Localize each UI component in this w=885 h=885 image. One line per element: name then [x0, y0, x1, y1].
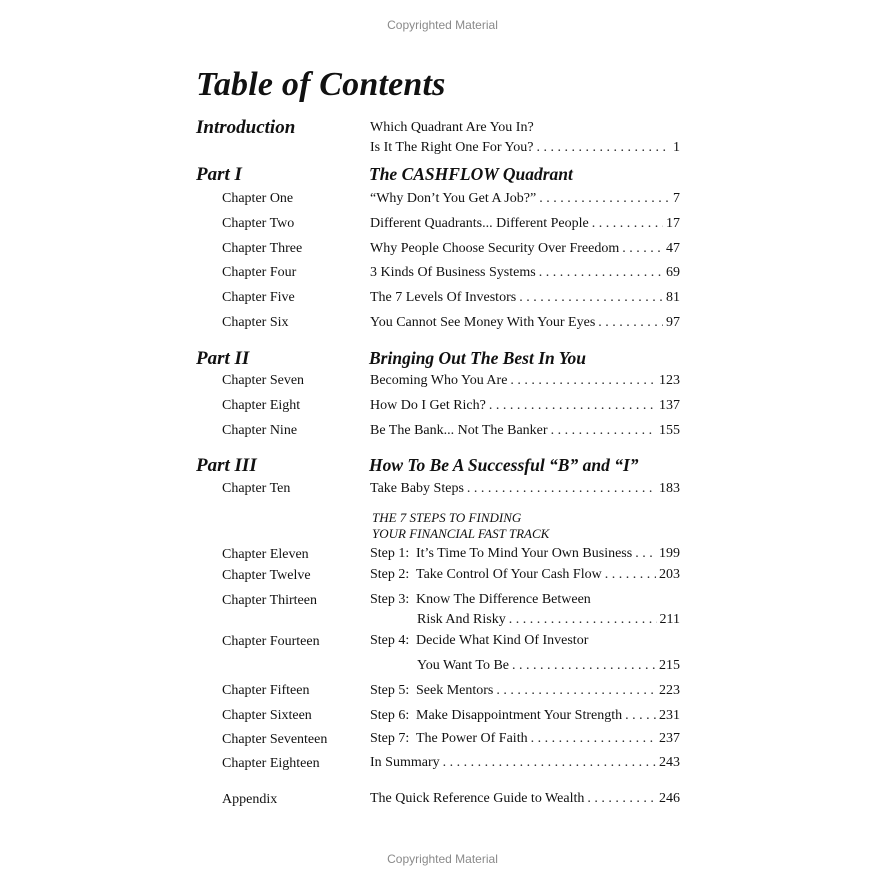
leader-dots [510, 373, 656, 389]
toc-entry[interactable] [370, 546, 680, 562]
page-number: 211 [659, 612, 680, 627]
chapter-label: Chapter Seventeen [222, 732, 328, 747]
chapter-label: Chapter Five [222, 290, 295, 305]
page-title: Table of Contents [196, 66, 446, 103]
leader-dots [625, 708, 656, 724]
toc-entry[interactable] [370, 373, 680, 389]
chapter-label: Chapter Six [222, 315, 289, 330]
leader-dots [519, 290, 663, 306]
chapter-label: Chapter Ten [222, 481, 291, 496]
entry-title-line1: Decide What Kind Of Investor [416, 633, 589, 648]
toc-entry[interactable] [370, 290, 680, 306]
toc-entry[interactable] [370, 708, 680, 724]
toc-entry[interactable] [370, 265, 680, 281]
leader-dots [512, 658, 656, 674]
page-number: 17 [666, 216, 680, 231]
introduction-entry[interactable] [370, 140, 680, 156]
step-label: Step 4: [370, 633, 410, 648]
leader-dots [496, 683, 656, 699]
entry-title-line1: Know The Difference Between [416, 592, 591, 607]
page-number: 183 [659, 481, 680, 496]
introduction-title-line1: Which Quadrant Are You In? [370, 120, 534, 135]
chapter-label: Chapter Nine [222, 423, 298, 438]
chapter-label: Chapter Three [222, 241, 303, 256]
chapter-label: Chapter Eighteen [222, 756, 320, 771]
leader-dots [443, 755, 656, 771]
entry-title: 3 Kinds Of Business Systems [370, 265, 536, 280]
step-label: Step 6: [370, 708, 410, 723]
page-number: 243 [659, 755, 680, 770]
toc-entry-line2[interactable] [417, 658, 680, 674]
steps-subheading-line1: THE 7 STEPS TO FINDING [372, 510, 522, 525]
leader-dots [531, 731, 656, 747]
entry-title-line2: Risk And Risky [417, 612, 506, 627]
leader-dots [509, 612, 657, 628]
entry-title: Why People Choose Security Over Freedom [370, 241, 620, 256]
leader-dots [605, 567, 656, 583]
leader-dots [539, 265, 663, 281]
page-number: 215 [659, 658, 680, 673]
part-1-title: The CASHFLOW Quadrant [369, 164, 573, 184]
leader-dots [551, 423, 656, 439]
leader-dots [592, 216, 663, 232]
toc-entry[interactable] [370, 191, 680, 207]
toc-entry-line1[interactable] [370, 592, 591, 608]
leader-dots [635, 546, 656, 562]
part-2-title: Bringing Out The Best In You [369, 348, 587, 368]
leader-dots [536, 140, 670, 156]
entry-title: “Why Don’t You Get A Job?” [370, 191, 537, 206]
step-label: Step 1: [370, 546, 410, 561]
entry-title: Becoming Who You Are [370, 373, 508, 388]
toc-entry[interactable] [370, 315, 680, 331]
leader-dots [489, 398, 656, 414]
toc-entry[interactable] [370, 216, 680, 232]
page-number: 97 [666, 315, 680, 330]
toc-entry-line2[interactable] [417, 612, 680, 628]
page-number: 237 [659, 731, 680, 746]
introduction-title-line2: Is It The Right One For You? [370, 140, 534, 155]
entry-title: Seek Mentors [416, 683, 494, 698]
toc-entry[interactable] [370, 481, 680, 497]
step-label: Step 7: [370, 731, 410, 746]
toc-entry[interactable] [370, 567, 680, 583]
page-number: 69 [666, 265, 680, 280]
chapter-label: Chapter One [222, 191, 294, 206]
leader-dots [598, 315, 663, 331]
leader-dots [622, 241, 663, 257]
entry-title: Take Baby Steps [370, 481, 464, 496]
page-number: 203 [659, 567, 680, 582]
page-number: 47 [666, 241, 680, 256]
toc-entry[interactable] [370, 398, 680, 414]
page-number: 137 [659, 398, 680, 413]
watermark-bottom: Copyrighted Material [387, 852, 498, 866]
page-number: 155 [659, 423, 680, 438]
page-number: 246 [659, 791, 680, 806]
leader-dots [587, 791, 656, 807]
step-label: Step 3: [370, 592, 410, 607]
entry-title-line2: You Want To Be [417, 658, 510, 673]
page-number: 7 [673, 191, 680, 206]
toc-entry[interactable] [370, 683, 680, 699]
toc-entry-line1[interactable] [370, 633, 588, 649]
entry-title: The 7 Levels Of Investors [370, 290, 517, 305]
part-3-label: Part III [196, 455, 257, 476]
entry-title: The Quick Reference Guide to Wealth [370, 791, 585, 806]
leader-dots [467, 481, 656, 497]
chapter-label: Chapter Thirteen [222, 593, 317, 608]
toc-entry[interactable] [370, 423, 680, 439]
appendix-label: Appendix [222, 792, 278, 807]
part-3-title: How To Be A Successful “B” and “I” [369, 455, 639, 475]
chapter-label: Chapter Seven [222, 373, 305, 388]
introduction-label: Introduction [196, 117, 296, 138]
entry-title: Make Disappointment Your Strength [416, 708, 623, 723]
chapter-label: Chapter Fourteen [222, 634, 320, 649]
toc-entry[interactable] [370, 755, 680, 771]
toc-entry[interactable] [370, 241, 680, 257]
page-number: 123 [659, 373, 680, 388]
page-number: 231 [659, 708, 680, 723]
entry-title: How Do I Get Rich? [370, 398, 486, 413]
chapter-label: Chapter Eight [222, 398, 301, 413]
page-number: 199 [659, 546, 680, 561]
leader-dots [539, 191, 670, 207]
steps-subheading-line2: YOUR FINANCIAL FAST TRACK [372, 526, 550, 541]
step-label: Step 5: [370, 683, 410, 698]
entry-title: Be The Bank... Not The Banker [370, 423, 548, 438]
page-number: 81 [666, 290, 680, 305]
step-label: Step 2: [370, 567, 410, 582]
chapter-label: Chapter Fifteen [222, 683, 310, 698]
chapter-label: Chapter Sixteen [222, 708, 312, 723]
chapter-label: Chapter Four [222, 265, 297, 280]
entry-title: Different Quadrants... Different People [370, 216, 589, 231]
part-2-label: Part II [196, 348, 250, 369]
chapter-label: Chapter Twelve [222, 568, 311, 583]
page-number: 223 [659, 683, 680, 698]
part-1-label: Part I [196, 164, 242, 185]
entry-title: It’s Time To Mind Your Own Business [416, 546, 633, 561]
toc-entry[interactable] [370, 731, 680, 747]
toc-entry[interactable] [370, 791, 680, 807]
watermark-top: Copyrighted Material [387, 18, 498, 32]
chapter-label: Chapter Eleven [222, 547, 309, 562]
entry-title: In Summary [370, 755, 440, 770]
entry-title: The Power Of Faith [416, 731, 528, 746]
chapter-label: Chapter Two [222, 216, 295, 231]
page-number: 1 [673, 140, 680, 155]
entry-title: Take Control Of Your Cash Flow [416, 567, 602, 582]
entry-title: You Cannot See Money With Your Eyes [370, 315, 596, 330]
